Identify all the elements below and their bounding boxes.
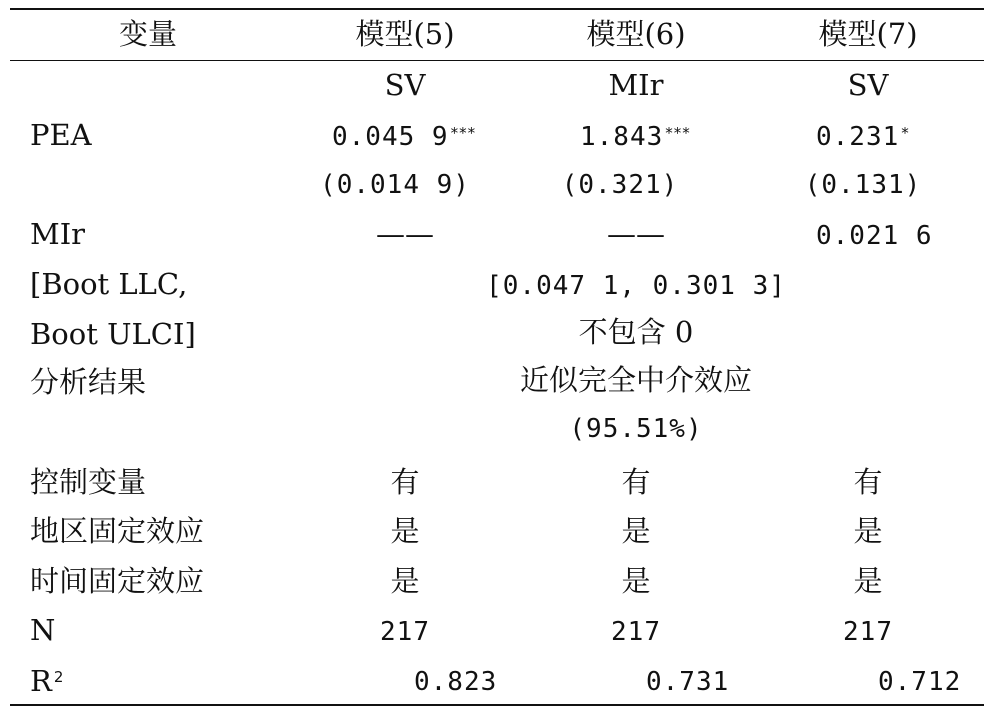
dependent-model-6: MIr [608,68,664,102]
analysis-result: 近似完全中介效应 [519,363,753,397]
row-label-time-fe: 时间固定效应 [30,564,205,598]
regression-table [10,8,984,708]
header-model-6: 模型(6) [586,17,686,51]
time-fe-model-7: 是 [853,564,883,598]
row-label-region-fe: 地区固定效应 [30,514,205,548]
n-model-6: 217 [611,617,661,647]
n-model-5: 217 [380,617,430,647]
row-label-n: N [30,613,56,647]
region-fe-model-5: 是 [390,514,420,548]
header-model-5: 模型(5) [355,17,455,51]
analysis-share: (95.51%) [569,414,703,444]
dependent-model-7: SV [847,68,889,102]
pea-se-model-7: (0.131) [804,170,922,200]
row-label-boot-line2: Boot ULCI] [30,317,196,351]
r2-model-7: 0.712 [878,667,962,697]
row-label-pea: PEA [30,118,92,152]
header-rule [10,60,984,61]
time-fe-model-6: 是 [621,564,651,598]
significance-stars: *** [665,124,691,142]
row-label-r2: R $^2$ [30,664,64,698]
region-fe-model-6: 是 [621,514,651,548]
r2-superscript: 2 [53,668,64,686]
row-label-analysis: 分析结果 [30,365,147,399]
top-rule [10,8,984,10]
mir-model-6: —— [607,217,665,251]
r2-model-5: 0.823 [414,667,498,697]
pea-coef-model-7: 0.231 * [816,122,910,152]
mir-model-7: 0.021 6 [816,221,933,251]
dependent-model-5: SV [384,68,426,102]
pea-coef-model-6: 1.843 *** [580,122,691,152]
pea-se-model-6: (0.321) [561,170,679,200]
pea-se-model-5: (0.014 9) [320,170,470,200]
boot-interval: [0.047 1, 0.301 3] [486,271,786,301]
r2-model-6: 0.731 [646,667,730,697]
region-fe-model-7: 是 [853,514,883,548]
pea-coef-model-5: 0.045 9 *** [332,122,477,152]
bottom-rule [10,704,984,706]
controls-model-5: 有 [390,465,420,499]
significance-stars: * [901,124,910,142]
row-label-boot-line1: [Boot LLC, [30,267,188,301]
controls-model-7: 有 [853,465,883,499]
header-variable: 变量 [118,17,178,51]
boot-contains-zero: 不包含 0 [578,315,694,349]
row-label-controls: 控制变量 [30,465,147,499]
significance-stars: *** [450,124,477,142]
n-model-7: 217 [843,617,893,647]
mir-model-5: —— [376,217,434,251]
row-label-mir: MIr [30,217,86,251]
controls-model-6: 有 [621,465,651,499]
time-fe-model-5: 是 [390,564,420,598]
header-model-7: 模型(7) [818,17,918,51]
